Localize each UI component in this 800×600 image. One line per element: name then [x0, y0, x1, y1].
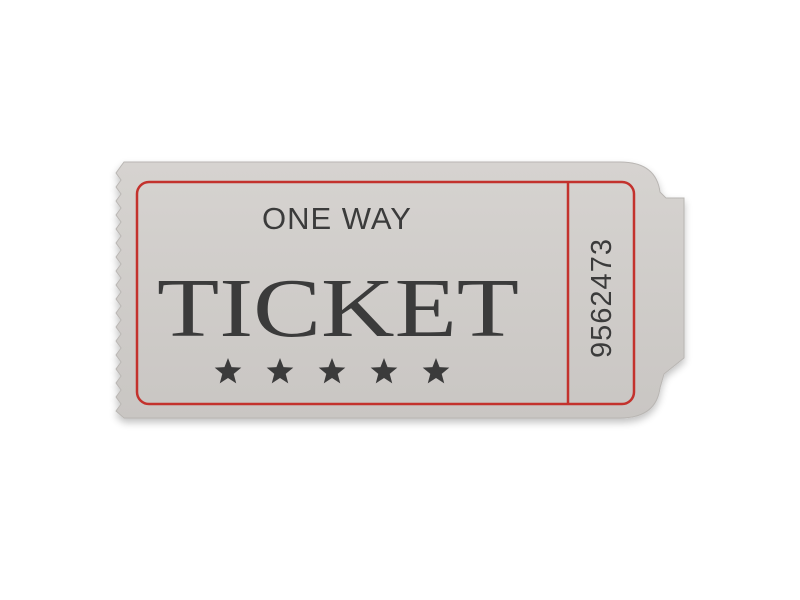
ticket-heading: ONE WAY: [262, 201, 412, 236]
ticket-title: TICKET: [157, 262, 519, 355]
serial-number: 9562473: [586, 238, 618, 358]
